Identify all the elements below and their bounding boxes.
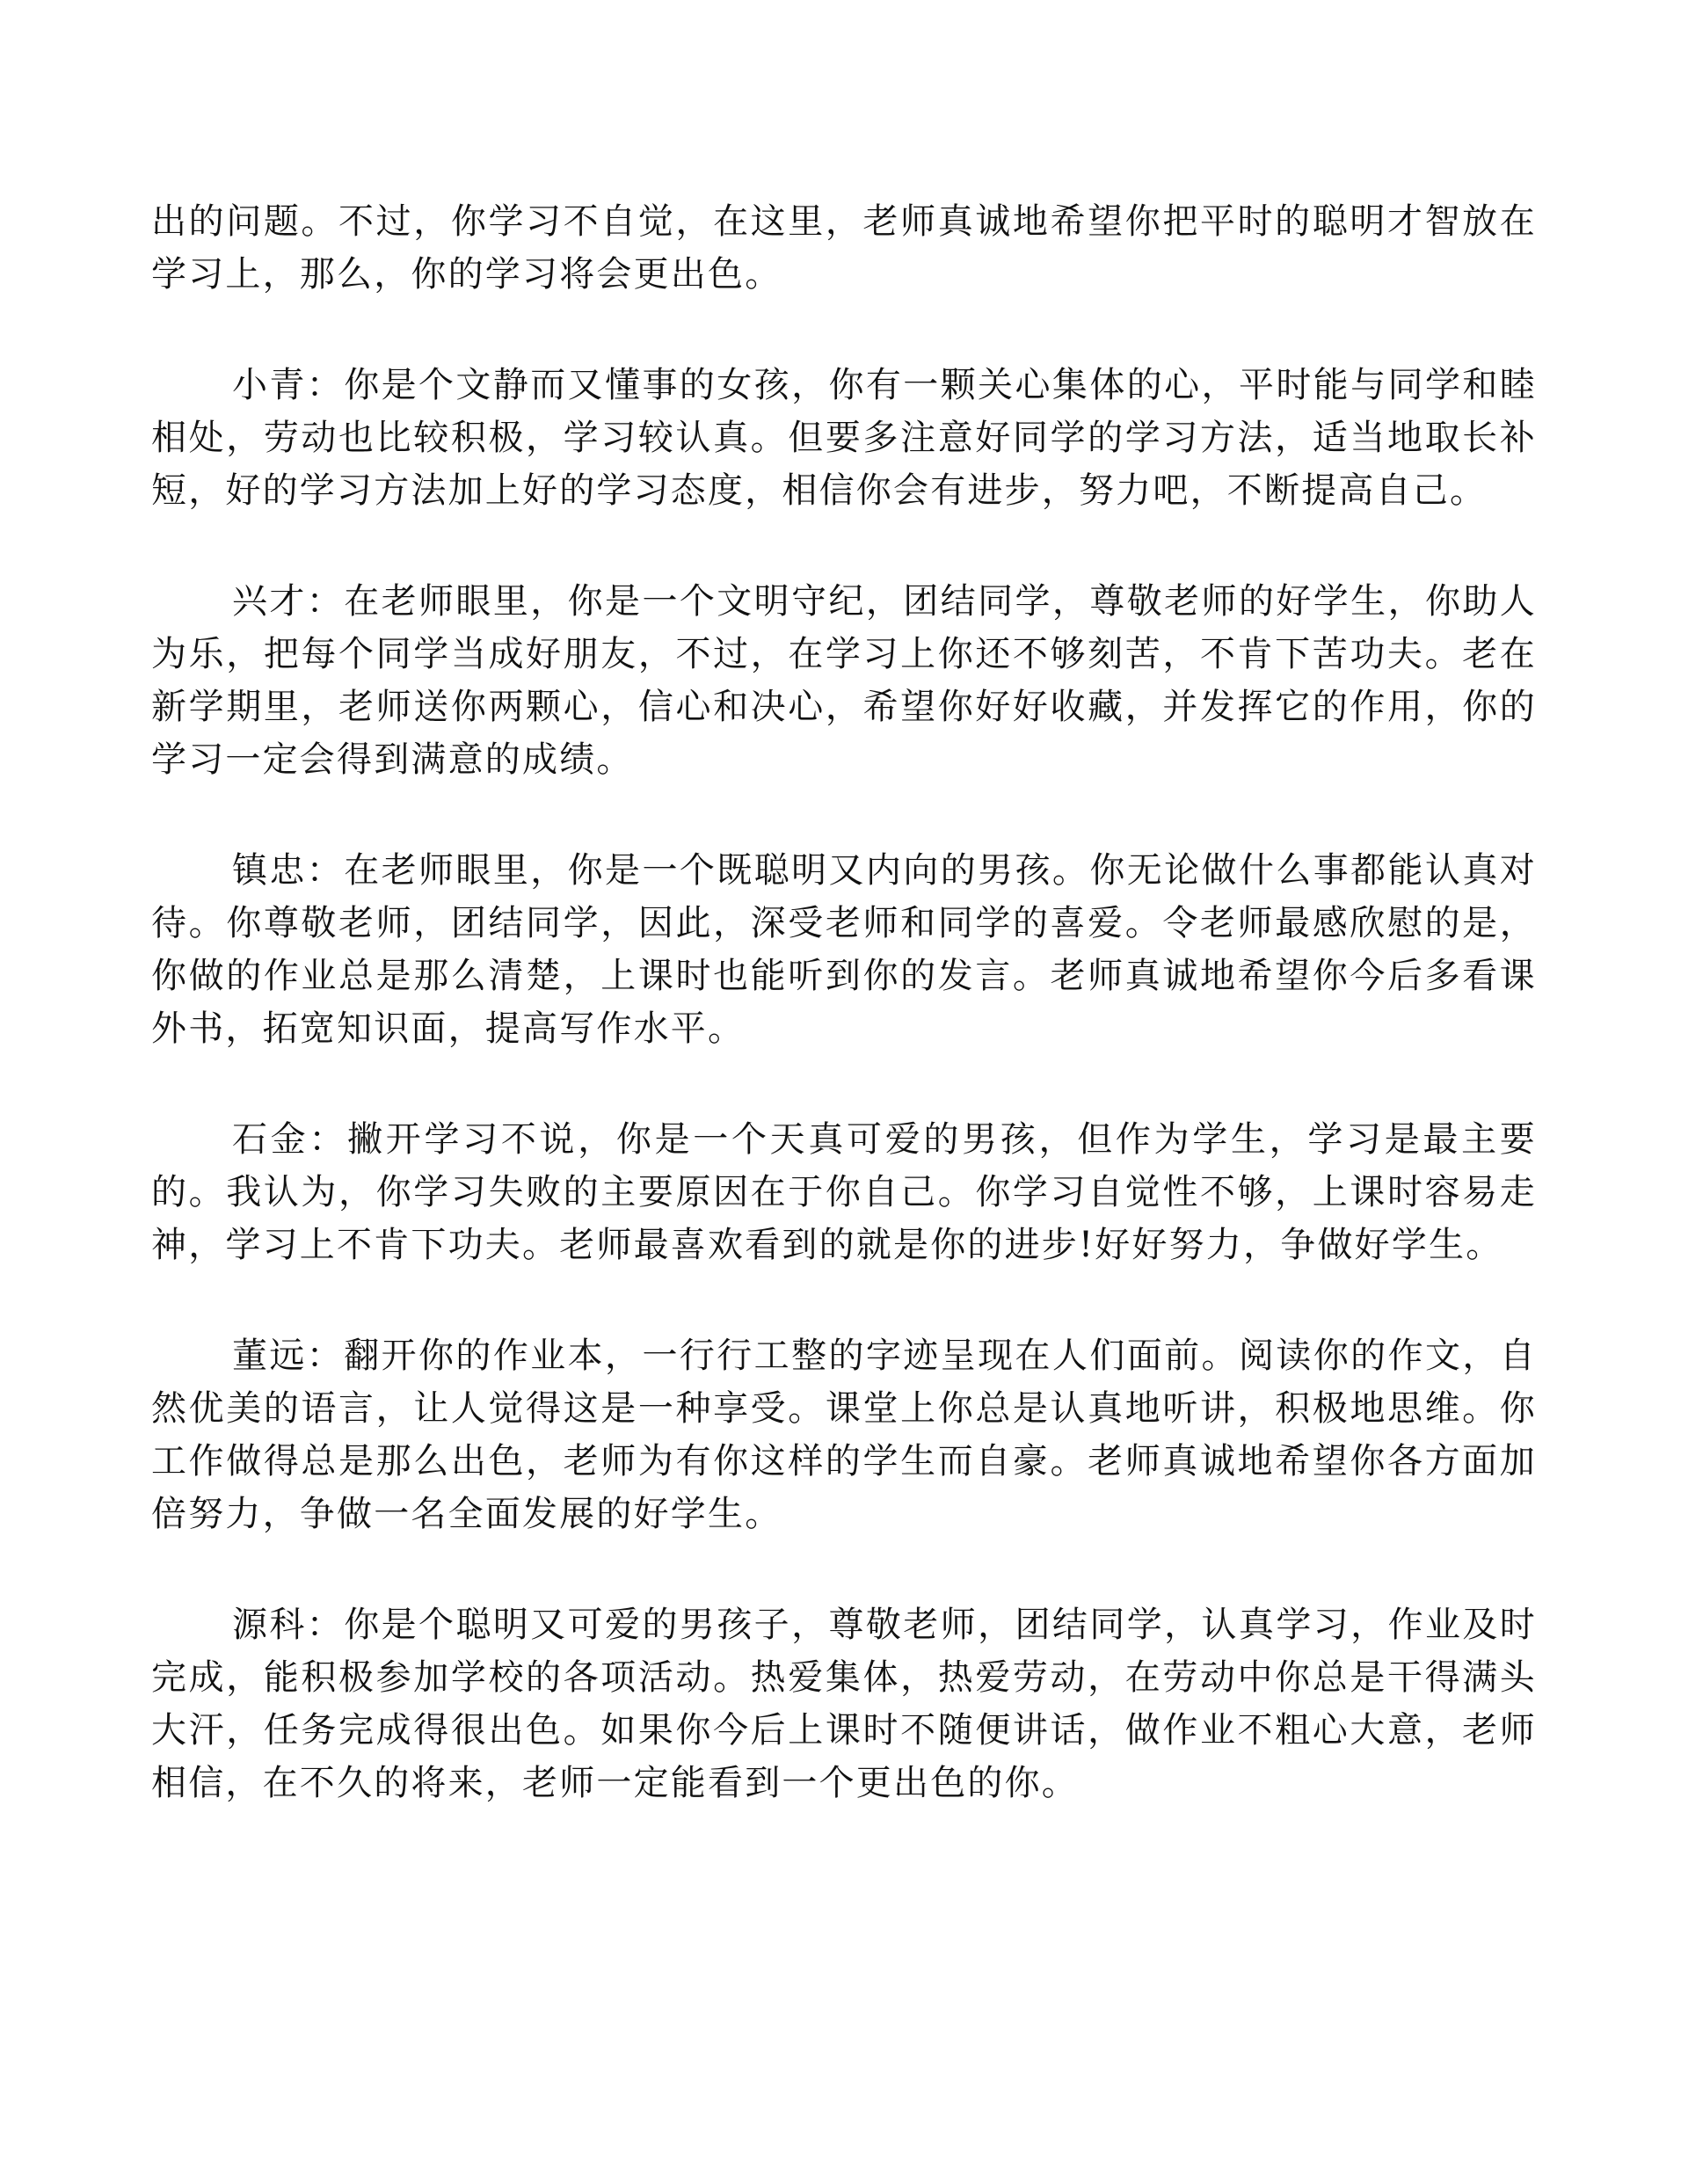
paragraph-comment-dongyuan: 董远：翻开你的作业本，一行行工整的字迹呈现在人们面前。阅读你的作文，自然优美的语言，让人觉得这是一种享受。课堂上你总是认真地听讲，积极地思维。你工作做得总是那么出色，老师为有你这样的学生而自豪。老师真诚地希望你各方面加倍努力，争做一名全面发展的好学生。 — [151, 1336, 1537, 1534]
paragraph-comment-xiaoqing: 小青：你是个文静而又懂事的女孩，你有一颗关心集体的心，平时能与同学和睦相处，劳动也比较积极，学习较认真。但要多注意好同学的学习方法，适当地取长补短，好的学习方法加上好的学习态度，相信你会有进步，努力吧，不断提高自己。 — [151, 365, 1537, 511]
paragraph-comment-shijin: 石金：撇开学习不说，你是一个天真可爱的男孩，但作为学生，学习是最主要的。我认为，你学习失败的主要原因在于你自己。你学习自觉性不够，上课时容易走神，学习上不肯下功夫。老师最喜欢看到的就是你的进步!好好努力，争做好学生。 — [151, 1119, 1537, 1265]
paragraph-comment-xingcai: 兴才：在老师眼里，你是一个文明守纪，团结同学，尊敬老师的好学生，你助人为乐，把每个同学当成好朋友，不过，在学习上你还不够刻苦，不肯下苦功夫。老在新学期里，老师送你两颗心，信心和决心，希望你好好收藏，并发挥它的作用，你的学习一定会得到满意的成绩。 — [151, 581, 1537, 780]
document-page — [151, 0, 1537, 2184]
paragraph-continuation: 出的问题。不过，你学习不自觉，在这里，老师真诚地希望你把平时的聪明才智放在学习上，那么，你的学习将会更出色。 — [151, 201, 1537, 295]
paragraph-comment-zhenzhong: 镇忠：在老师眼里，你是一个既聪明又内向的男孩。你无论做什么事都能认真对待。你尊敬老师，团结同学，因此，深受老师和同学的喜爱。令老师最感欣慰的是，你做的作业总是那么清楚，上课时也能听到你的发言。老师真诚地希望你今后多看课外书，拓宽知识面，提高写作水平。 — [151, 850, 1537, 1049]
paragraph-comment-yuanke: 源科：你是个聪明又可爱的男孩子，尊敬老师，团结同学，认真学习，作业及时完成，能积极参加学校的各项活动。热爱集体，热爱劳动，在劳动中你总是干得满头大汗，任务完成得很出色。如果你今后上课时不随便讲话，做作业不粗心大意，老师相信，在不久的将来，老师一定能看到一个更出色的你。 — [151, 1605, 1537, 1803]
